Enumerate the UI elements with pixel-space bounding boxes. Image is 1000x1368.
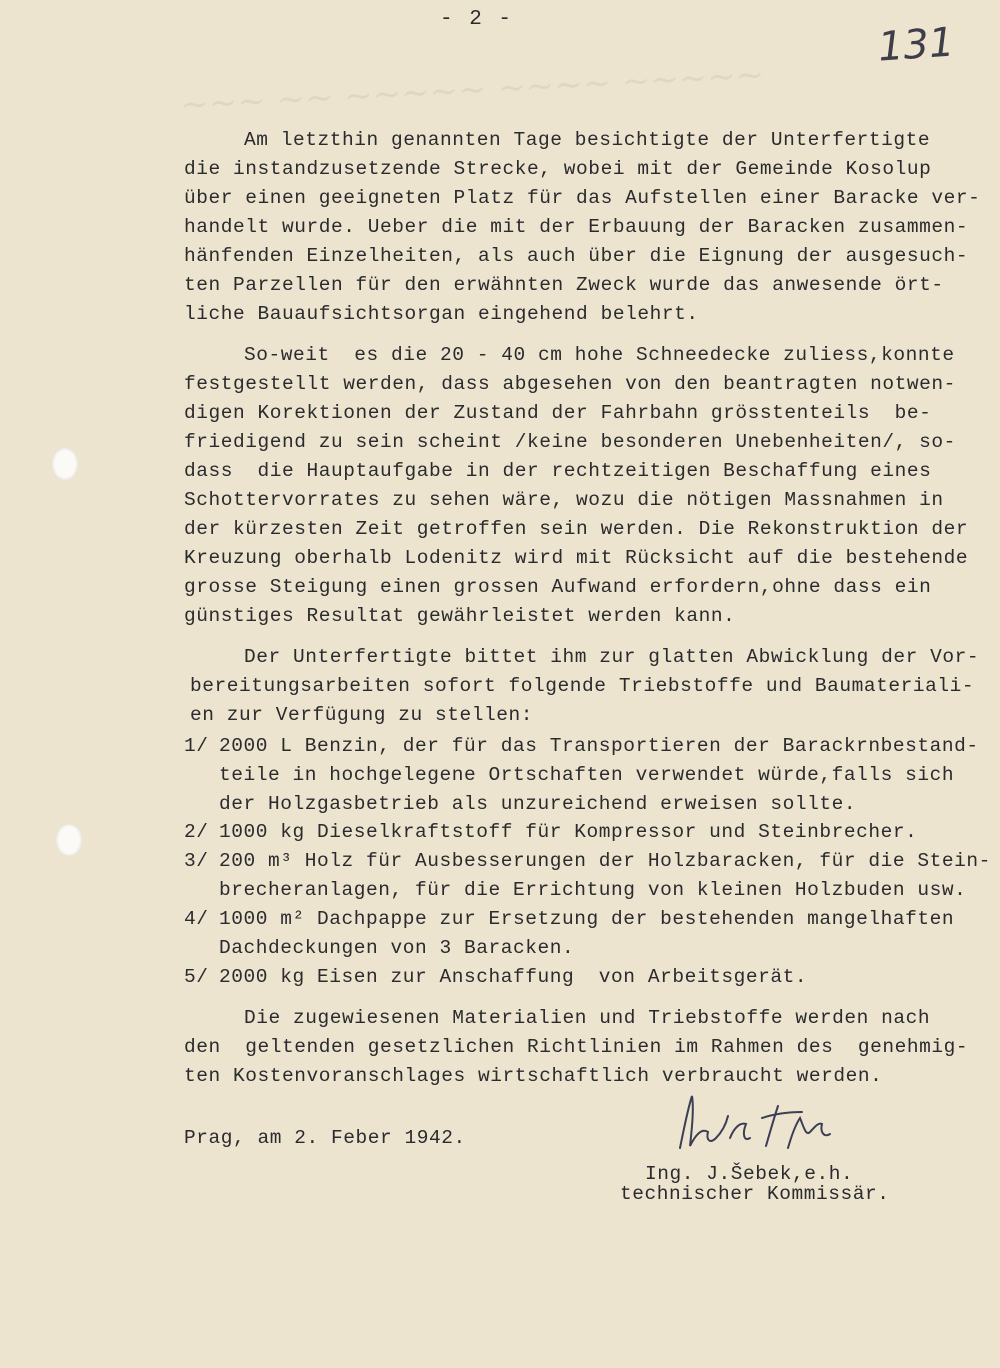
text-line: den geltenden gesetzlichen Richtlinien im Rahmen des genehmig- bbox=[184, 1036, 969, 1058]
list-item-number: 1/ bbox=[184, 735, 209, 757]
list-item-number: 2/ bbox=[184, 821, 209, 843]
bleed-through-handwriting: ~~~ ~~ ~~~~~ ~~~~ ~~~~~ bbox=[179, 54, 766, 126]
signatory-title: technischer Kommissär. bbox=[620, 1183, 890, 1205]
punch-hole bbox=[52, 448, 78, 480]
text-line: Am letzthin genannten Tage besichtigte der Unterfertigte bbox=[244, 129, 931, 151]
text-line: digen Korektionen der Zustand der Fahrbahn grösstenteils be- bbox=[184, 402, 932, 424]
punch-hole bbox=[56, 824, 82, 856]
page-number: - 2 - bbox=[440, 8, 514, 31]
text-line: hänfenden Einzelheiten, als auch über die Eignung der ausgesuch- bbox=[184, 245, 969, 267]
list-item-number: 3/ bbox=[184, 850, 209, 872]
text-line: Kreuzung oberhalb Lodenitz wird mit Rücksicht auf die bestehende bbox=[184, 547, 969, 569]
text-line: über einen geeigneten Platz für das Aufstellen einer Baracke ver- bbox=[184, 187, 981, 209]
list-item-line: brecheranlagen, für die Errichtung von kleinen Holzbuden usw. bbox=[219, 879, 967, 901]
handwritten-signature bbox=[670, 1088, 850, 1158]
text-line: Schottervorrates zu sehen wäre, wozu die nötigen Massnahmen in bbox=[184, 489, 944, 511]
text-line: ten Kostenvoranschlages wirtschaftlich verbraucht werden. bbox=[184, 1065, 883, 1087]
list-item-line: der Holzgasbetrieb als unzureichend erweisen sollte. bbox=[219, 793, 857, 815]
list-item-line: 2000 kg Eisen zur Anschaffung von Arbeitsgerät. bbox=[219, 966, 808, 988]
archive-number: 131 bbox=[876, 19, 956, 71]
text-line: en zur Verfügung zu stellen: bbox=[190, 704, 534, 726]
list-item-line: 200 m³ Holz für Ausbesserungen der Holzbaracken, für die Stein- bbox=[219, 850, 991, 872]
text-line: die instandzusetzende Strecke, wobei mit der Gemeinde Kosolup bbox=[184, 158, 932, 180]
text-line: bereitungsarbeiten sofort folgende Triebstoffe und Baumateriali- bbox=[190, 675, 975, 697]
text-line: So-weit es die 20 - 40 cm hohe Schneedecke zuliess,konnte bbox=[244, 344, 955, 366]
list-item-line: 2000 L Benzin, der für das Transportieren der Barackrnbestand- bbox=[219, 735, 979, 757]
list-item-number: 5/ bbox=[184, 966, 209, 988]
list-item-line: 1000 m² Dachpappe zur Ersetzung der bestehenden mangelhaften bbox=[219, 908, 955, 930]
text-line: ten Parzellen für den erwähnten Zweck wurde das anwesende ört- bbox=[184, 274, 944, 296]
text-line: grosse Steigung einen grossen Aufwand erfordern,ohne dass ein bbox=[184, 576, 932, 598]
list-item-line: teile in hochgelegene Ortschaften verwendet würde,falls sich bbox=[219, 764, 955, 786]
text-line: liche Bauaufsichtsorgan eingehend belehrt. bbox=[184, 303, 699, 325]
text-line: friedigend zu sein scheint /keine besonderen Unebenheiten/, so- bbox=[184, 431, 956, 453]
list-item-line: 1000 kg Dieselkraftstoff für Kompressor und Steinbrecher. bbox=[219, 821, 918, 843]
text-line: dass die Hauptaufgabe in der rechtzeitigen Beschaffung eines bbox=[184, 460, 932, 482]
text-line: günstiges Resultat gewährleistet werden kann. bbox=[184, 605, 736, 627]
text-line: Die zugewiesenen Materialien und Triebstoffe werden nach bbox=[244, 1007, 931, 1029]
text-line: Der Unterfertigte bittet ihm zur glatten Abwicklung der Vor- bbox=[244, 646, 980, 668]
date-line: Prag, am 2. Feber 1942. bbox=[184, 1127, 466, 1149]
list-item-number: 4/ bbox=[184, 908, 209, 930]
text-line: festgestellt werden, dass abgesehen von den beantragten notwen- bbox=[184, 373, 956, 395]
signatory-name: Ing. J.Šebek,e.h. bbox=[645, 1163, 854, 1185]
text-line: der kürzesten Zeit getroffen sein werden. Die Rekonstruktion der bbox=[184, 518, 969, 540]
list-item-line: Dachdeckungen von 3 Baracken. bbox=[219, 937, 575, 959]
text-line: handelt wurde. Ueber die mit der Erbauung der Baracken zusammen- bbox=[184, 216, 969, 238]
